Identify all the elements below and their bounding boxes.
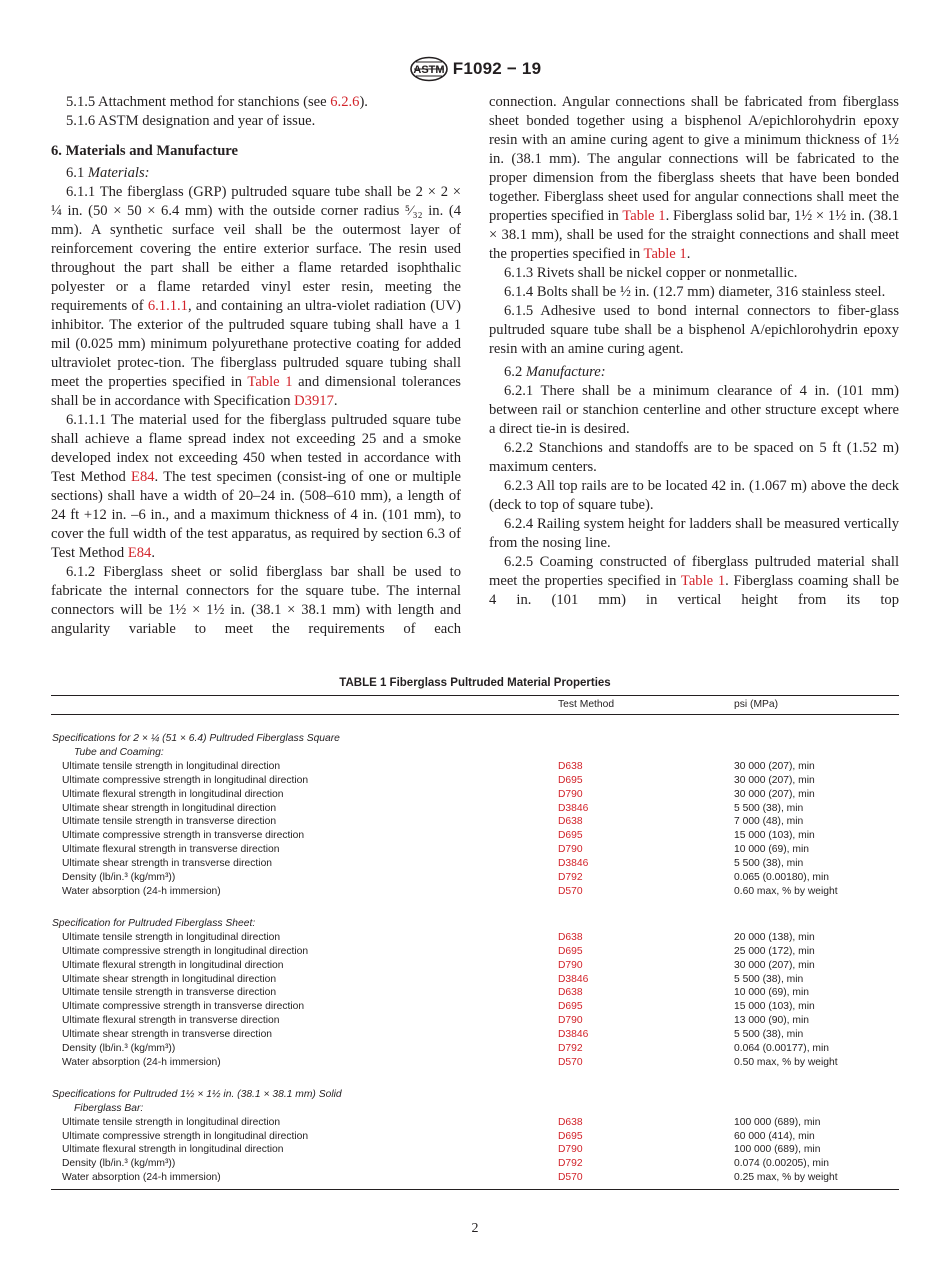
table-cell-value: 5 500 (38), min [734,1029,804,1041]
paragraph-6-1-5: 6.1.5 Adhesive used to bond internal connectors to fiber-glass pultruded square tube shall be a bisphenol A/epichlorohydrin epoxy resin with an amine curing agent. [489,303,899,357]
table-cell-property: Ultimate tensile strength in transverse direction [62,987,277,999]
table-cell-test-method-link[interactable]: D638 [558,987,583,999]
table-cell-value: 5 500 (38), min [734,858,804,870]
paragraph-6-2-2: 6.2.2 Stanchions and standoffs are to be spaced on 5 ft (1.52 m) maximum centers. [489,440,899,475]
table-cell-value: 15 000 (103), min [734,1001,815,1013]
table-cell-test-method-link[interactable]: D570 [558,885,583,897]
table-cell-test-method-link[interactable]: D570 [558,1056,583,1068]
table-row [51,1116,899,1130]
table-cell-test-method-link[interactable]: D638 [558,931,583,943]
table-cell-test-method-link[interactable]: D790 [558,1144,583,1156]
table-cell-test-method-link[interactable]: D792 [558,1043,583,1055]
table-cell-property: Ultimate flexural strength in longitudinal direction [62,1144,284,1156]
table-cell-value: 20 000 (138), min [734,931,815,943]
svg-text:ASTM: ASTM [413,64,445,76]
table-cell-test-method-link[interactable]: D3846 [558,973,589,985]
table-cell-property: Density (lb/in.³ (kg/mm³)) [62,1043,176,1055]
table-row [51,829,899,843]
table-cell-test-method-link[interactable]: D570 [558,1172,583,1184]
table-cell-test-method-link[interactable]: D3846 [558,1029,589,1041]
paragraph-6-2-5: 6.2.5 Coaming constructed of fiberglass pultruded material shall meet the properties specified in Table 1. Fiberglass coaming shall be 4 in. (101 mm) in vertical height from its top [489,554,899,608]
table-row [51,1171,899,1185]
table-row [51,1042,899,1056]
table-cell-value: 0.064 (0.00177), min [734,1043,830,1055]
table-header-value: psi (MPa) [734,699,779,711]
table-cell-property: Ultimate compressive strength in transverse direction [62,1001,305,1013]
table-section [51,1088,899,1185]
table-cell-test-method-link[interactable]: D3846 [558,858,589,870]
table-row [51,1014,899,1028]
astm-logo-icon [409,56,449,82]
right-column [489,93,899,610]
paragraph-6-2-3: 6.2.3 All top rails are to be located 42 in. (1.067 m) above the deck (deck to top of square tube). [489,478,899,513]
page-header [0,56,950,82]
table-cell-test-method-link[interactable]: D790 [558,844,583,856]
table-cell-test-method-link[interactable]: D695 [558,1130,583,1142]
table-section-title: Specification for Pultruded Fiberglass Sheet: [52,917,256,929]
link-table-1[interactable]: Table 1 [643,246,687,262]
paragraph-5-1-6: 5.1.6 ASTM designation and year of issue. [66,113,316,129]
table-cell-property: Ultimate shear strength in transverse direction [62,858,273,870]
table-cell-value: 100 000 (689), min [734,1116,821,1128]
link-table-1[interactable]: Table 1 [680,573,726,589]
link-6-2-6[interactable]: 6.2.6 [330,94,360,110]
table-cell-value: 10 000 (69), min [734,844,809,856]
paragraph-6-1-2: 6.1.2 Fiberglass sheet or solid fiberglass bar shall be used to fabricate the internal connectors for the square tube. The internal connectors will be 1½ × 1½ in. (38.1 × 38.1 mm) with length and angularity variable to meet the requirements of each [51,564,461,637]
table-cell-value: 5 500 (38), min [734,973,804,985]
table-cell-value: 0.065 (0.00180), min [734,872,830,884]
paragraph-6-1-1: 6.1.1 The fiberglass (GRP) pultruded square tube shall be 2 × 2 × ¼ in. (50 × 50 × 6.4 mm) with the outside corner radius ⁵⁄₃₂ in. (4 mm). A synthetic surface veil shall be the outermost layer of reinforcement covering the entire exterior surface. The resin used throughout the part shall be either a flame retarded isophthalic polyester or a flame retarded vinyl ester resin, meeting the requirements of 6.1.1.1, and containing an ultra-violet radiation (UV) inhibitor. The exterior of the pultruded square tubing shall have a 1 mil (0.025 mm) minimum polyurethane protective coating for added ultraviolet protec-tion. The fiberglass pultruded square tubing shall meet the properties specified in Table 1 and dimensional tolerances shall be in accordance with Specification D3917. [51,184,462,409]
table-cell-test-method-link[interactable]: D792 [558,1158,583,1170]
table-cell-test-method-link[interactable]: D790 [558,1015,583,1027]
page-number: 2 [471,1221,479,1236]
table-row [51,857,899,871]
table-row [51,1143,899,1157]
table-cell-test-method-link[interactable]: D3846 [558,802,589,814]
table-cell-value: 10 000 (69), min [734,987,809,999]
link-table-1[interactable]: Table 1 [622,208,666,224]
table-row [51,1130,899,1144]
table-cell-test-method-link[interactable]: D695 [558,774,583,786]
table-cell-property: Ultimate tensile strength in longitudinal direction [62,1116,281,1128]
table-row [51,885,899,899]
paragraph-6-1-2-continued: connection. Angular connections shall be fabricated from fiberglass sheet bonded together using a bisphenol A/epichlorohydrin epoxy resin with an amine curing agent to give a minimum thickness of 1½ in. (38.1 mm). The angular connections will be fabricated to the proper dimension from the fiberglass sheets that have been bonded together. Fiberglass sheet used for angular connections shall meet the properties specified in Table 1. Fiberglass solid bar, 1½ × 1½ in. (38.1 × 38.1 mm), shall be used for the straight connections and shall meet the properties specified in Table 1. [489,94,899,262]
table-row [51,986,899,1000]
paragraph-6-2-1: 6.2.1 There shall be a minimum clearance of 4 in. (101 mm) between rail or stanchion centerline and other structure except where a direct tie-in is desired. [489,383,899,437]
table-cell-value: 25 000 (172), min [734,945,815,957]
link-table-1[interactable]: Table 1 [247,374,293,390]
table-cell-value: 0.50 max, % by weight [734,1056,838,1068]
table-cell-value: 30 000 (207), min [734,760,815,772]
paragraph-6-1: 6.1 Materials: [66,165,150,181]
table-cell-test-method-link[interactable]: D695 [558,945,583,957]
table-cell-property: Ultimate flexural strength in transverse direction [62,844,280,856]
table-row [51,760,899,774]
table-body [51,732,899,1185]
table-cell-test-method-link[interactable]: D792 [558,872,583,884]
table-cell-property: Ultimate flexural strength in transverse direction [62,1015,280,1027]
paragraph-6-2: 6.2 Manufacture: [504,364,606,380]
table-cell-property: Density (lb/in.³ (kg/mm³)) [62,872,176,884]
table-header-test-method: Test Method [558,699,615,711]
table-header-row [51,696,899,715]
paragraph-6-1-4: 6.1.4 Bolts shall be ½ in. (12.7 mm) diameter, 316 stainless steel. [504,284,886,300]
table-cell-value: 0.074 (0.00205), min [734,1158,830,1170]
table-row [51,931,899,945]
link-d3917[interactable]: D3917 [294,393,334,409]
table-row [51,945,899,959]
link-e84-2[interactable]: E84 [127,545,152,561]
table-section-title: Specifications for Pultruded 1½ × 1½ in. (38.1 × 38.1 mm) Solid Fiberglass Bar: [52,1088,342,1114]
table-section-title: Specifications for 2 × ¼ (51 × 6.4) Pultruded Fiberglass Square Tube and Coaming: [52,733,340,758]
table-row [51,871,899,885]
table-row [51,973,899,987]
table-cell-property: Water absorption (24-h immersion) [62,885,221,897]
table-section [51,917,899,1070]
table-cell-property: Ultimate tensile strength in transverse direction [62,816,277,828]
paragraph-6-1-3: 6.1.3 Rivets shall be nickel copper or nonmetallic. [504,265,798,281]
table-cell-value: 100 000 (689), min [734,1144,821,1156]
table-cell-property: Density (lb/in.³ (kg/mm³)) [62,1158,176,1170]
table-cell-property: Water absorption (24-h immersion) [62,1056,221,1068]
table-row [51,1000,899,1014]
table-cell-property: Ultimate compressive strength in longitudinal direction [62,774,309,786]
document-designation: F1092 − 19 [452,59,542,78]
table-row [51,815,899,829]
table-cell-test-method-link[interactable]: D638 [558,1116,583,1128]
left-column [51,93,461,639]
table-row [51,1056,899,1070]
link-e84[interactable]: E84 [131,469,155,485]
table-cell-property: Ultimate compressive strength in longitudinal direction [62,1130,309,1142]
table-row [51,843,899,857]
table-cell-property: Ultimate shear strength in transverse direction [62,1029,273,1041]
paragraph-6-1-1-1: 6.1.1.1 The material used for the fiberglass pultruded square tube shall achieve a flame spread index not exceeding 25 and a smoke developed index not exceeding 450 when tested in accordance with Test Method E84. The test specimen (consist-ing of one or multiple sections) shall have a width of 20–24 in. (508–610 mm), a length of 24 ft +12 in. –6 in., and a maximum thickness of 4 in. (101 mm), to cover the full width of the test apparatus, as required by section 6.3 of Test Method E84. [51,412,461,561]
table-row [51,802,899,816]
paragraph-5-1-5: 5.1.5 Attachment method for stanchions (see 6.2.6). [66,94,368,110]
table-cell-value: 15 000 (103), min [734,830,815,842]
table-cell-property: Ultimate shear strength in longitudinal direction [62,802,277,814]
table-cell-test-method-link[interactable]: D790 [558,959,583,971]
table-cell-property: Ultimate compressive strength in transverse direction [62,830,305,842]
table-cell-test-method-link[interactable]: D638 [558,816,583,828]
table-row [51,774,899,788]
table-row [51,788,899,802]
table-cell-property: Ultimate shear strength in longitudinal direction [62,973,277,985]
table-cell-value: 13 000 (90), min [734,1015,809,1027]
table-cell-property: Water absorption (24-h immersion) [62,1172,221,1184]
table-row [51,1157,899,1171]
table-cell-value: 30 000 (207), min [734,788,815,800]
table-cell-test-method-link[interactable]: D695 [558,1001,583,1013]
table-cell-test-method-link[interactable]: D638 [558,760,583,772]
table-cell-property: Ultimate tensile strength in longitudinal direction [62,931,281,943]
table-title: TABLE 1 Fiberglass Pultruded Material Properties [339,677,611,689]
table-cell-test-method-link[interactable]: D790 [558,788,583,800]
table-cell-value: 30 000 (207), min [734,774,815,786]
table-cell-value: 0.25 max, % by weight [734,1172,838,1184]
table-row [51,959,899,973]
table-cell-value: 60 000 (414), min [734,1130,815,1142]
table-cell-value: 0.60 max, % by weight [734,885,838,897]
link-6-1-1-1[interactable]: 6.1.1.1 [147,298,188,314]
material-properties-table [51,695,899,1190]
table-cell-property: Ultimate tensile strength in longitudinal direction [62,760,281,772]
table-cell-property: Ultimate compressive strength in longitudinal direction [62,945,309,957]
table-cell-property: Ultimate flexural strength in longitudinal direction [62,788,284,800]
table-cell-value: 5 500 (38), min [734,802,804,814]
table-row [51,1028,899,1042]
table-section [51,732,899,899]
table-cell-test-method-link[interactable]: D695 [558,830,583,842]
table-cell-value: 30 000 (207), min [734,959,815,971]
table-cell-value: 7 000 (48), min [734,816,804,828]
section-6-heading: 6. Materials and Manufacture [51,143,238,159]
table-cell-property: Ultimate flexural strength in longitudinal direction [62,959,284,971]
paragraph-6-2-4: 6.2.4 Railing system height for ladders shall be measured vertically from the nosing line. [489,516,899,551]
